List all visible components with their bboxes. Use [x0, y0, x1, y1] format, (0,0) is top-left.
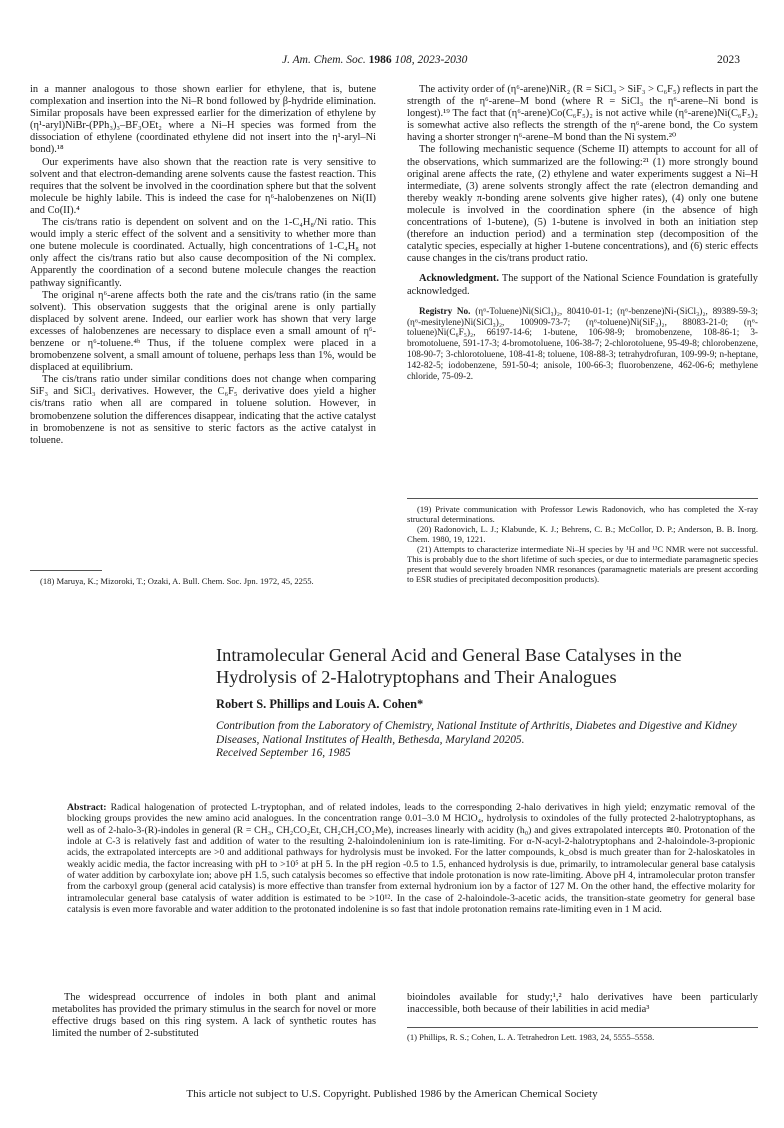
left-column	[30, 84, 376, 447]
abstract-text: Radical halogenation of protected L-tryptophan, and of related indoles, leads to the corresponding 2-halo derivatives in high yield; enzymatic removal of the blocking groups provides the new amino acid analogues. In the concentration range 0.01–3.0 M HClO₄, hydrolysis to oxindoles of the fully protected 2-halotryptophans, as well as of 2-halo-3-(R)-indoles in general (R = CH₃, CH₂CO₂Et, CH₂CH₂CO₂Me), increases linearly with acidity (h₀) and gives extrapolated intercepts ≅0. Protonation of the indole at C-3 is relatively fast and addition of water to the resulting 2-haloindoleninium ion is rate-limiting. For α-N-acyl-2-halotryptophans and 2-haloindole-3-propionic acids, the extrapolated intercepts are >0 and additional pathways for hydrolysis must be invoked. For the latter compounds, k_obsd is much greater than for 2-haloskatoles in weakly acidic media, the factor increasing with pH to >10⁵ at pH 5. In the pH region -0.5 to 1.5, enhanced hydrolysis is due, primarily, to intramolecular general base catalysis of water addition by carboxylate ion; above pH 1.5, such catalysis becomes so effective that indole protonation is now rate-limiting. Above pH 4, intramolecular proton transfer from the carboxyl group (general acid catalysis) is more effective than transfer from external hydronium ion by a factor of 127 M. On the other hand, the effective molarity for intramolecular general base catalysis of water addition is estimated to be >10¹². In the case of 2-haloindole-3-acetic acids, the transition-state geometry for general base catalysis is even more favorable and water addition to the protonated indolenine is so fast that indole protonation remains rate-limiting even in 1 M acid.	[67, 802, 756, 916]
paragraph: in a manner analogous to those shown earlier for ethylene, that is, butene complexation and insertion into the Ni–R bond followed by β-hydride elimination. Similar proposals have been expressed earlier for the dimerization of ethylene by (η¹-aryl)NiBr-(PPh₃)₃–BF₃OEt₂ where a Ni–H species was formed from the dissociation of ethylene (coordinated ethylene did not insert into the η¹-aryl–Ni bond).¹⁸	[30, 84, 376, 156]
footnotes-right	[407, 504, 758, 584]
paragraph: The following mechanistic sequence (Scheme II) attempts to account for all of the observations, which summarized are the following:²¹ (1) more strongly bound original arene affects the rate, (2) ethylene and water experiments suggest a Ni–H intermediate, (3) arene solvents strongly affect the rate (electron demanding and thereby weakly π-bonding arene solvents give higher rates), (4) only one butene molecule is involved in the coordination sphere (in the absence of high concentrations of 1-butene), (5) 1-butene is involved in both an initiation step (therefore an induction period) and a termination step (decomposition of the catalytic species, especially at higher 1-butene concentrations), and (6) steric effects cause changes in the cis/trans product ratio.	[407, 144, 758, 265]
right-column	[407, 84, 758, 382]
abstract-label: Abstract:	[67, 802, 107, 813]
affiliation: Contribution from the Laboratory of Chemistry, National Institute of Arthritis, Diabetes and Digestive and Kidney Diseases, National Institutes of Health, Bethesda, Maryland 20205.	[216, 720, 737, 746]
footnote: (18) Maruya, K.; Mizoroki, T.; Ozaki, A. Bull. Chem. Soc. Jpn. 1972, 45, 2255.	[40, 576, 314, 586]
contribution-note	[216, 720, 756, 761]
paragraph: The activity order of (η⁶-arene)NiR₂ (R = SiCl₃ > SiF₃ > C₆F₅) reflects in part the strength of the η⁶-arene–M bond (where R = SiCl₃ the η⁶-arene–Ni bond is longest).¹⁹ The fact that (η⁶-arene)Co(C₆F₅)₂ is not active while (η⁶-arene)Ni(C₆F₅)₂ is somewhat active also reflects the strength of the η⁶-arene bond, the Co system having a shorter stronger η⁶-arene–M bond than the Ni system.²⁰	[407, 84, 758, 144]
paragraph: Our experiments have also shown that the reaction rate is very sensitive to solvent and that electron-demanding arene solvents cause the fastest reaction. This requires that the solvent be involved in the coordination sphere but that the solvent molecule be highly labile. This is indeed the case for η⁶-halobenzenes on Ni(II) and Co(II).⁴	[30, 156, 376, 216]
article-authors: Robert S. Phillips and Louis A. Cohen*	[216, 697, 424, 711]
footnote: (21) Attempts to characterize intermediate Ni–H species by ¹H and ¹³C NMR were not successful. This is probably due to the short lifetime of such species, or due to intermediate paramagnetic species present that would severely broaden NMR resonances (paramagnetic materials are present according to ESR studies of precipitated decomposition products).	[407, 544, 758, 584]
paragraph: The widespread occurrence of indoles in both plant and animal metabolites has provided the primary stimulus in the search for novel or more effective drugs based on this ring system. A lack of synthetic routes has limited the number of 2-substituted	[52, 992, 376, 1040]
page-number: 2023	[717, 54, 740, 66]
article-title: Intramolecular General Acid and General Base Catalyses in the Hydrolysis of 2-Halotryptophans and Their Analogues	[216, 645, 682, 687]
footnote-divider	[30, 570, 102, 571]
journal-citation: J. Am. Chem. Soc. 1986 108, 2023-2030	[282, 54, 468, 66]
registry-numbers: Registry No. (η⁶-Toluene)Ni(SiCl₃)₂, 80410-01-1; (η⁶-benzene)Ni-(SiCl₃)₂, 89389-59-3; (η⁶-mesitylene)Ni(SiCl₃)₂, 100909-73-7; (η⁶-toluene)Ni(SiF₃)₂, 88083-21-0; (η⁶-toluene)Ni(C₆F₅)₂, 66197-14-6; 1-butene, 106-98-9; bromobenzene, 108-86-1; 3-bromotoluene, 591-17-3; 4-bromotoluene, 106-38-7; 2-chlorotoluene, 95-49-8; chlorobenzene, 108-90-7; 3-chlorotoluene, 108-41-8; toluene, 108-88-3; tetrahydrofuran, 109-99-9; n-heptane, 142-82-5; iodobenzene, 591-50-4; anisole, 100-66-3; fluorobenzene, 462-06-6; methylene chloride, 75-09-2.	[407, 305, 758, 382]
intro-right-column	[407, 992, 758, 1016]
paragraph: The original η⁶-arene affects both the rate and the cis/trans ratio (in the same solvent). This observation suggests that the original arene is only partially displaced by solvent arene. Indeed, our earlier work has shown that very large excesses of halobenzenes are necessary to displace even a small amount of η⁶-benzene or η⁶-toluene.⁴ᵇ Thus, if the toluene complex were placed in a bromobenzene solvent, a small amount of toluene, perhaps less than 1%, would be displaced at equilibrium.	[30, 289, 376, 374]
intro-left-column	[52, 992, 376, 1040]
abstract	[67, 802, 755, 915]
paragraph: The cis/trans ratio is dependent on solvent and on the 1-C₄H₈/Ni ratio. This would imply a steric effect of the solvent and a sensitivity to whether more than one butene molecule is coordinated. Actually, high concentrations of 1-C₄H₈ not only affect the cis/trans ratio but also cause decomposition of the Ni complex. Apparently the coordination of a second butene molecule changes the reaction pathway significantly.	[30, 217, 376, 289]
running-header	[0, 54, 784, 70]
footnote: (1) Phillips, R. S.; Cohen, L. A. Tetrahedron Lett. 1983, 24, 5555–5558.	[407, 1032, 655, 1042]
acknowledgment: Acknowledgment. The support of the National Science Foundation is gratefully acknowledged.	[407, 273, 758, 297]
paragraph: The cis/trans ratio under similar conditions does not change when comparing SiF₃ and SiCl₃ derivatives. However, the C₆F₅ derivative does yield a higher cis/trans ratio when all are compared in toluene solution. However, in bromobenzene solution the differences disappear, indicating that the active catalyst in bromobenzene is not as sensitive to steric factors as the active catalyst in toluene.	[30, 374, 376, 446]
footnote-divider	[407, 498, 758, 499]
paragraph: bioindoles available for study;¹,² halo derivatives have been particularly inaccessible, both because of their labilities in acid media³	[407, 992, 758, 1016]
footnote: (19) Private communication with Professor Lewis Radonovich, who has completed the X-ray structural determinations.	[407, 504, 758, 524]
copyright-line: This article not subject to U.S. Copyright. Published 1986 by the American Chemical Society	[186, 1088, 598, 1100]
footnote-divider	[407, 1027, 758, 1028]
footnotes-left	[30, 576, 376, 586]
footnote: (20) Radonovich, L. J.; Klabunde, K. J.; Behrens, C. B.; McCollor, D. P.; Anderson, B. B. Inorg. Chem. 1980, 19, 1221.	[407, 524, 758, 544]
received-date: Received September 16, 1985	[216, 747, 351, 760]
